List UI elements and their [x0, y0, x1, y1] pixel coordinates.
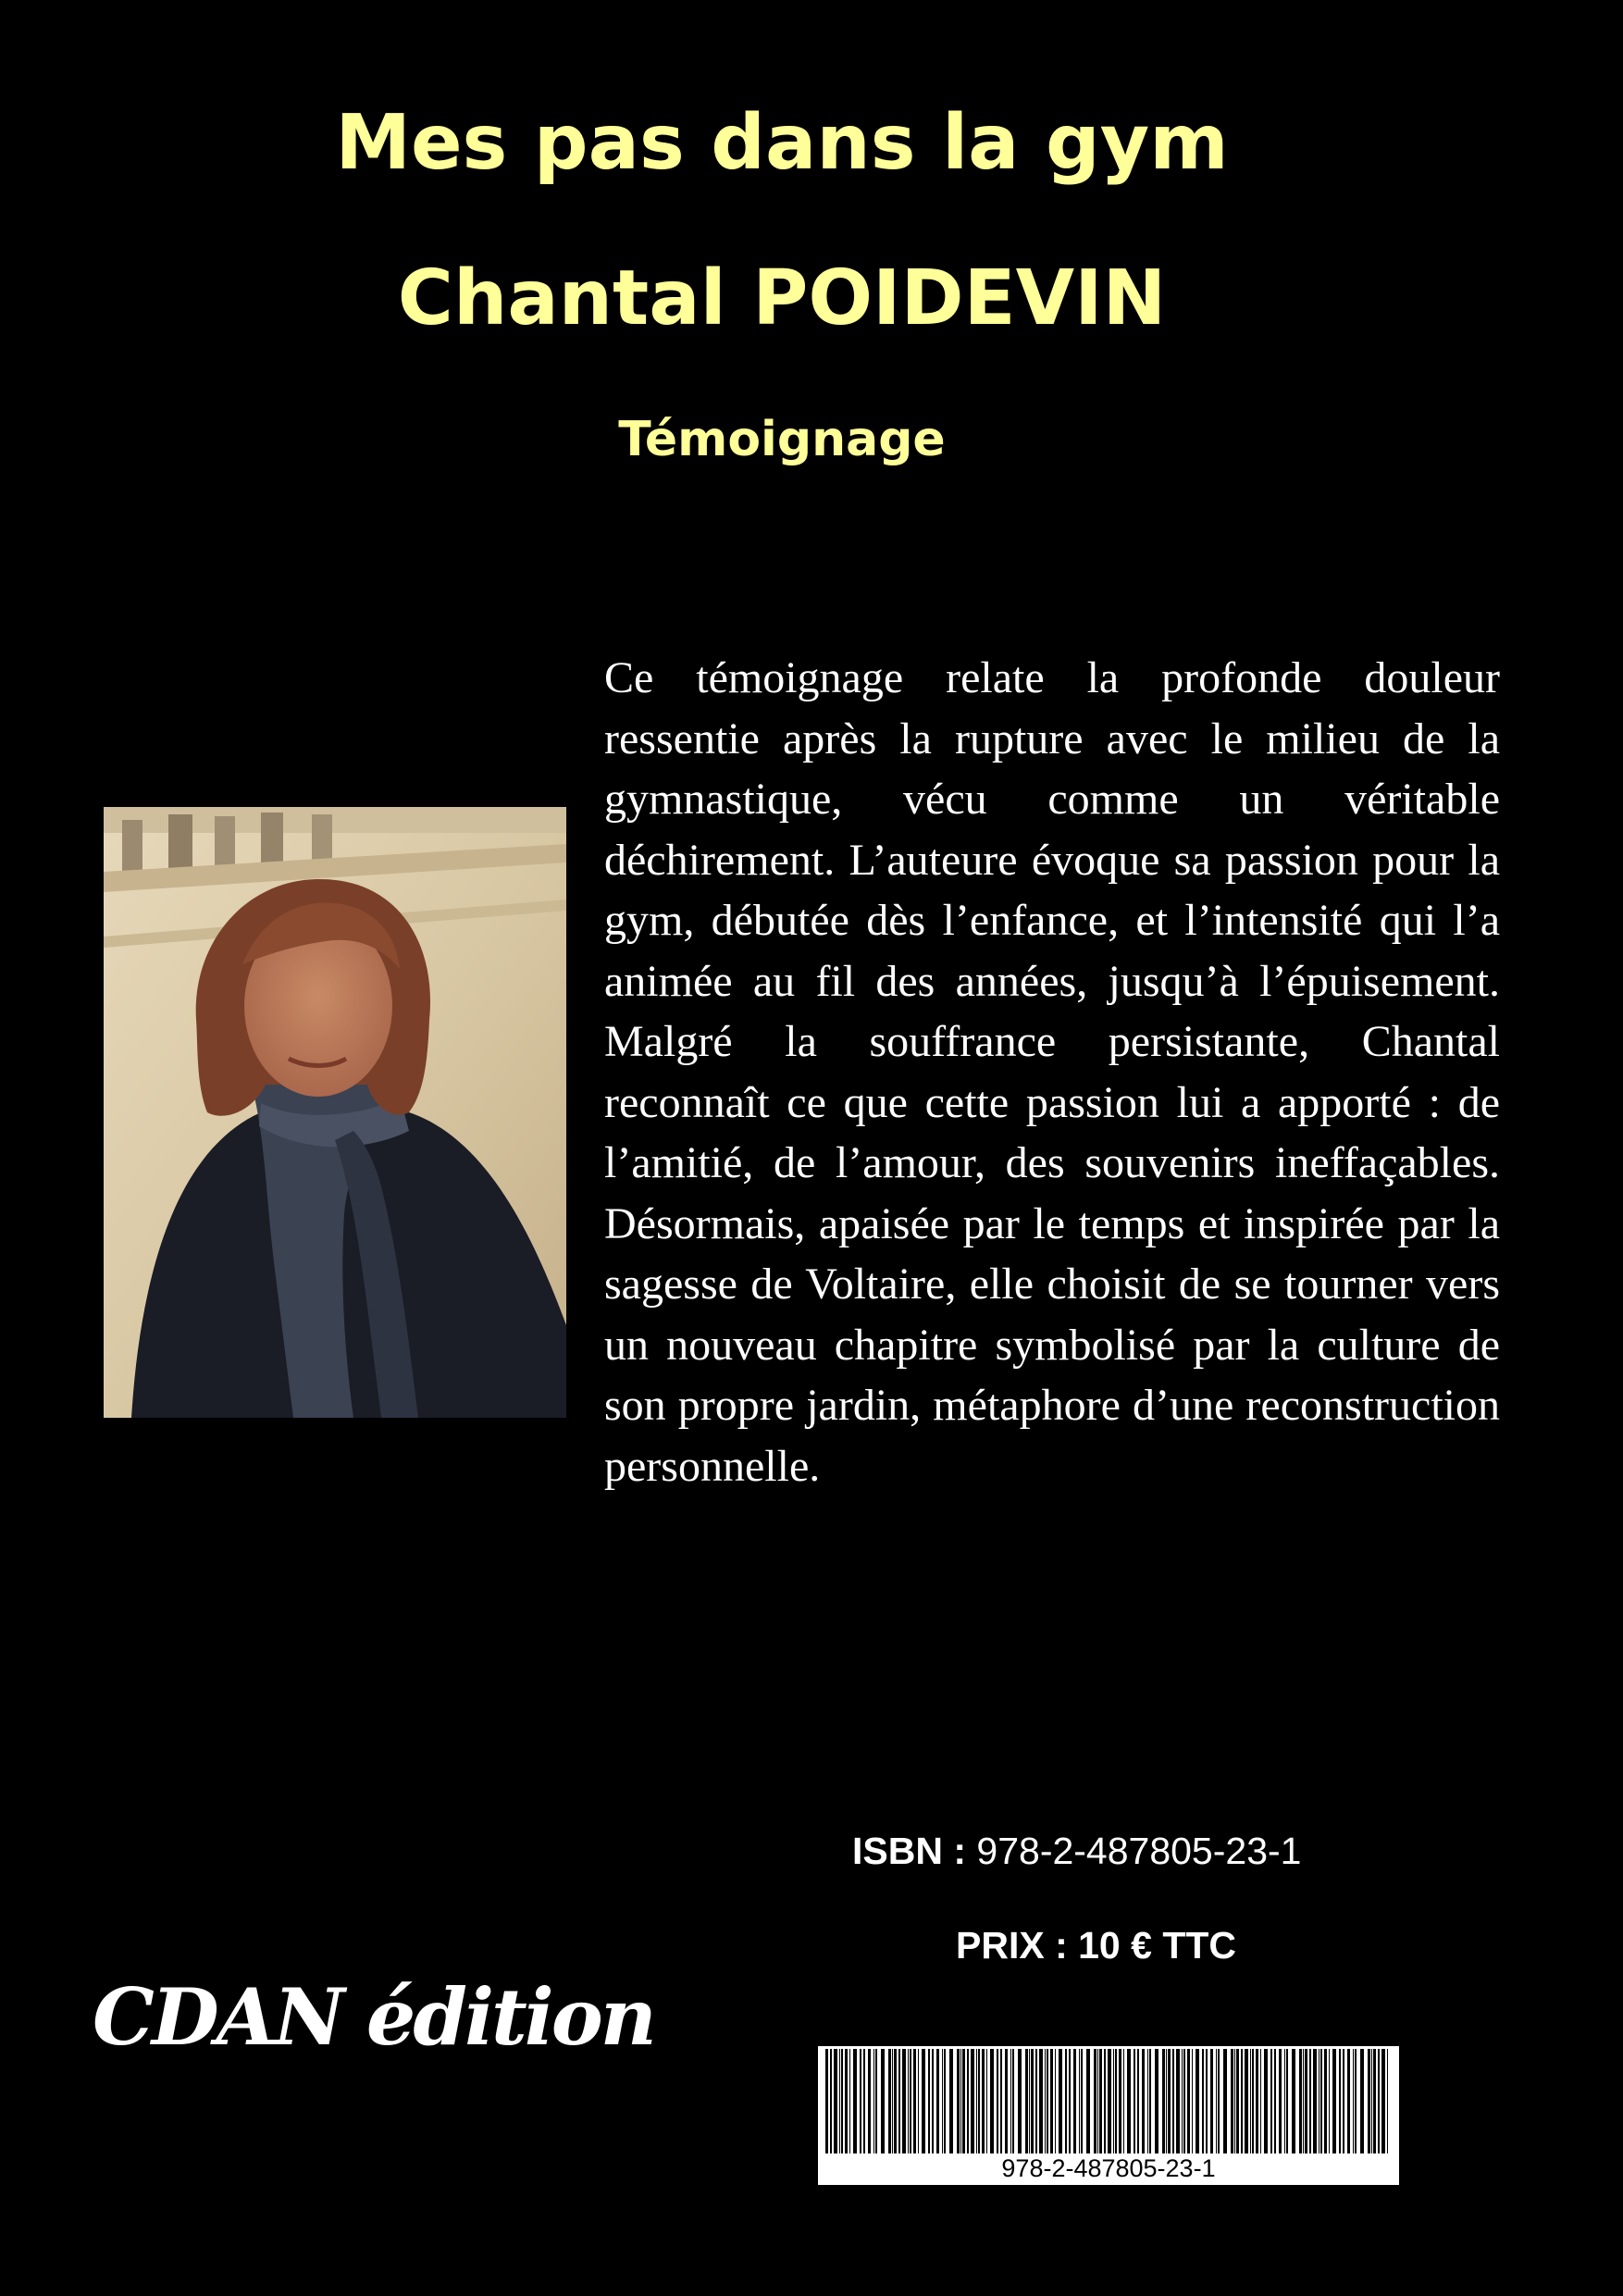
barcode-bar [1360, 2049, 1364, 2153]
barcode-bar [1119, 2049, 1121, 2153]
author-name: Chantal POIDEVIN [397, 254, 1167, 342]
barcode-bar [1010, 2049, 1011, 2153]
barcode-bar [1142, 2049, 1145, 2153]
barcode-bar [997, 2049, 998, 2153]
barcode-bar [922, 2049, 925, 2153]
barcode-bar [949, 2049, 953, 2153]
barcode-bar [1123, 2049, 1124, 2153]
barcode-bar [1172, 2049, 1174, 2153]
barcode-bar [1108, 2049, 1111, 2153]
barcode-bar [1069, 2049, 1071, 2153]
barcode-bar [1299, 2049, 1302, 2153]
publisher-logo: CDAN édition [93, 1971, 654, 2063]
barcode-bar [841, 2049, 843, 2153]
barcode-bar [1252, 2049, 1254, 2153]
barcode-bar [860, 2049, 861, 2153]
barcode-bar [976, 2049, 977, 2153]
barcode-bar [853, 2049, 857, 2153]
barcode-bar [1113, 2049, 1114, 2153]
book-title: Mes pas dans la gym [335, 99, 1229, 187]
isbn-label: ISBN : [852, 1830, 966, 1872]
barcode-bar [1264, 2049, 1268, 2153]
barcode-bar [913, 2049, 916, 2153]
barcode-bar [1081, 2049, 1083, 2153]
barcode-bar [1256, 2049, 1258, 2153]
barcode-bar [1047, 2049, 1048, 2153]
barcode [818, 2046, 1399, 2185]
barcode-bar [1378, 2049, 1380, 2153]
barcode-bar [910, 2049, 911, 2153]
barcode-bar [971, 2049, 974, 2153]
barcode-bar [849, 2049, 850, 2153]
barcode-bar [1155, 2049, 1158, 2153]
barcode-bar [1250, 2049, 1251, 2153]
barcode-bar [1018, 2049, 1022, 2153]
barcode-bar [894, 2049, 897, 2153]
barcode-bar [908, 2049, 909, 2153]
barcode-bar [962, 2049, 965, 2153]
barcode-bar [1371, 2049, 1372, 2153]
barcode-bar [1260, 2049, 1261, 2153]
barcode-bar [1245, 2049, 1248, 2153]
barcode-bar [1012, 2049, 1014, 2153]
barcode-bar [1097, 2049, 1098, 2153]
barcode-bar [888, 2049, 891, 2153]
barcode-bar [1286, 2049, 1288, 2153]
barcode-bar [839, 2049, 840, 2153]
barcode-bar [967, 2049, 969, 2153]
barcode-bar [1005, 2049, 1008, 2153]
barcode-bar [863, 2049, 865, 2153]
genre-label: Témoignage [618, 412, 946, 467]
barcode-bar [1270, 2049, 1272, 2153]
barcode-bar [898, 2049, 900, 2153]
barcode-bar [830, 2049, 832, 2153]
barcode-bar [1387, 2049, 1388, 2153]
barcode-bar [1216, 2049, 1217, 2153]
barcode-bar [1223, 2049, 1227, 2153]
barcode-bar [918, 2049, 919, 2153]
barcode-bar [986, 2049, 987, 2153]
barcode-bar [1045, 2049, 1046, 2153]
barcode-bar [1206, 2049, 1208, 2153]
barcode-bar [1241, 2049, 1243, 2153]
barcode-bar [1055, 2049, 1056, 2153]
barcode-bar [1166, 2049, 1167, 2153]
barcode-bar [1355, 2049, 1357, 2153]
barcode-bar [978, 2049, 980, 2153]
barcode-bar [1162, 2049, 1165, 2153]
barcode-bar [944, 2049, 946, 2153]
isbn-line [852, 1823, 1301, 1879]
barcode-bar [834, 2049, 837, 2153]
barcode-bar [936, 2049, 939, 2153]
barcode-bar [881, 2049, 885, 2153]
barcode-bar [960, 2049, 961, 2153]
barcode-bar [1305, 2049, 1307, 2153]
barcode-bar [1127, 2049, 1131, 2153]
barcode-bar [1192, 2049, 1193, 2153]
barcode-bar [1303, 2049, 1304, 2153]
barcode-bar [1147, 2049, 1148, 2153]
barcode-bar [1094, 2049, 1096, 2153]
barcode-bar [942, 2049, 943, 2153]
barcode-bar [845, 2049, 848, 2153]
barcode-bar [1137, 2049, 1139, 2153]
barcode-bar [1176, 2049, 1180, 2153]
barcode-bar [1025, 2049, 1028, 2153]
barcode-bar [1059, 2049, 1062, 2153]
barcode-bar [873, 2049, 874, 2153]
barcode-bar [868, 2049, 871, 2153]
barcode-bar [1339, 2049, 1341, 2153]
barcode-bar [1332, 2049, 1336, 2153]
barcode-bar [1115, 2049, 1117, 2153]
price-label: PRIX : 10 € TTC [956, 1924, 1237, 1967]
barcode-bar [1279, 2049, 1282, 2153]
barcode-bar [1329, 2049, 1330, 2153]
barcode-bar [1050, 2049, 1053, 2153]
barcode-bar [1029, 2049, 1030, 2153]
barcode-bar [1065, 2049, 1067, 2153]
barcode-bar [932, 2049, 934, 2153]
barcode-bar [1368, 2049, 1370, 2153]
barcode-bar [1079, 2049, 1080, 2153]
barcode-bar [1347, 2049, 1350, 2153]
barcode-bar [957, 2049, 960, 2153]
barcode-bar [875, 2049, 877, 2153]
barcode-bar [1086, 2049, 1090, 2153]
barcode-bar [1196, 2049, 1199, 2153]
barcode-bar [1039, 2049, 1043, 2153]
barcode-bar [1183, 2049, 1185, 2153]
barcode-bar [1284, 2049, 1285, 2153]
barcode-bar [928, 2049, 930, 2153]
barcode-bar [1134, 2049, 1135, 2153]
barcode-bar [1099, 2049, 1102, 2153]
barcode-bar [1324, 2049, 1327, 2153]
barcode-bar [1231, 2049, 1233, 2153]
barcode-bar [1292, 2049, 1295, 2153]
barcode-bar [990, 2049, 994, 2153]
barcode-bar [1168, 2049, 1171, 2153]
barcode-bar [1149, 2049, 1151, 2153]
barcode-bar [1313, 2049, 1317, 2153]
barcode-digits: 978-2-487805-23-1 [1001, 2154, 1216, 2182]
barcode-bar [1234, 2049, 1235, 2153]
barcode-bar [982, 2049, 985, 2153]
barcode-bar [1274, 2049, 1276, 2153]
barcode-bar [1073, 2049, 1076, 2153]
barcode-bar [1000, 2049, 1002, 2153]
barcode-bar [1182, 2049, 1183, 2153]
barcode-bar [1104, 2049, 1106, 2153]
barcode-bar [1373, 2049, 1376, 2153]
barcode-bar [1320, 2049, 1322, 2153]
barcode-icon [825, 2049, 1392, 2153]
barcode-bar [1353, 2049, 1354, 2153]
barcode-bar [1210, 2049, 1213, 2153]
barcode-bar [825, 2049, 828, 2153]
isbn-value: 978-2-487805-23-1 [976, 1830, 1302, 1872]
summary-text: Ce témoignage relate la profonde douleur ressentie après la rupture avec le milieu de la gymnastique, vécu comme un véritable déchirement. L’auteure évoque sa passion pour la gym, débutée dès l’enfance, et l’intensité qui l’a animée au fil des années, jusqu’à l’épuisement. Malgré la souffrance persistante, Chantal reconnaît ce que cette passion lui a apporté : de l’amitié, de l’amour, des souvenirs ineffaçables. Désormais, apaisée par le temps et inspirée par la sagesse de Voltaire, elle choisit de se tourner vers un nouveau chapitre symbolisé par la culture de son propre jardin, métaphore d’une reconstruction personnelle. [604, 653, 1500, 1491]
barcode-bar [902, 2049, 906, 2153]
barcode-bar [1187, 2049, 1190, 2153]
barcode-bar [892, 2049, 893, 2153]
barcode-bar [1309, 2049, 1311, 2153]
barcode-bar [1381, 2049, 1385, 2153]
barcode-bar [1218, 2049, 1220, 2153]
barcode-bar [1343, 2049, 1344, 2153]
barcode-bar [1035, 2049, 1037, 2153]
barcode-bar [1031, 2049, 1034, 2153]
barcode-bar [1202, 2049, 1204, 2153]
author-photo [104, 807, 566, 1418]
barcode-bar [1236, 2049, 1239, 2153]
